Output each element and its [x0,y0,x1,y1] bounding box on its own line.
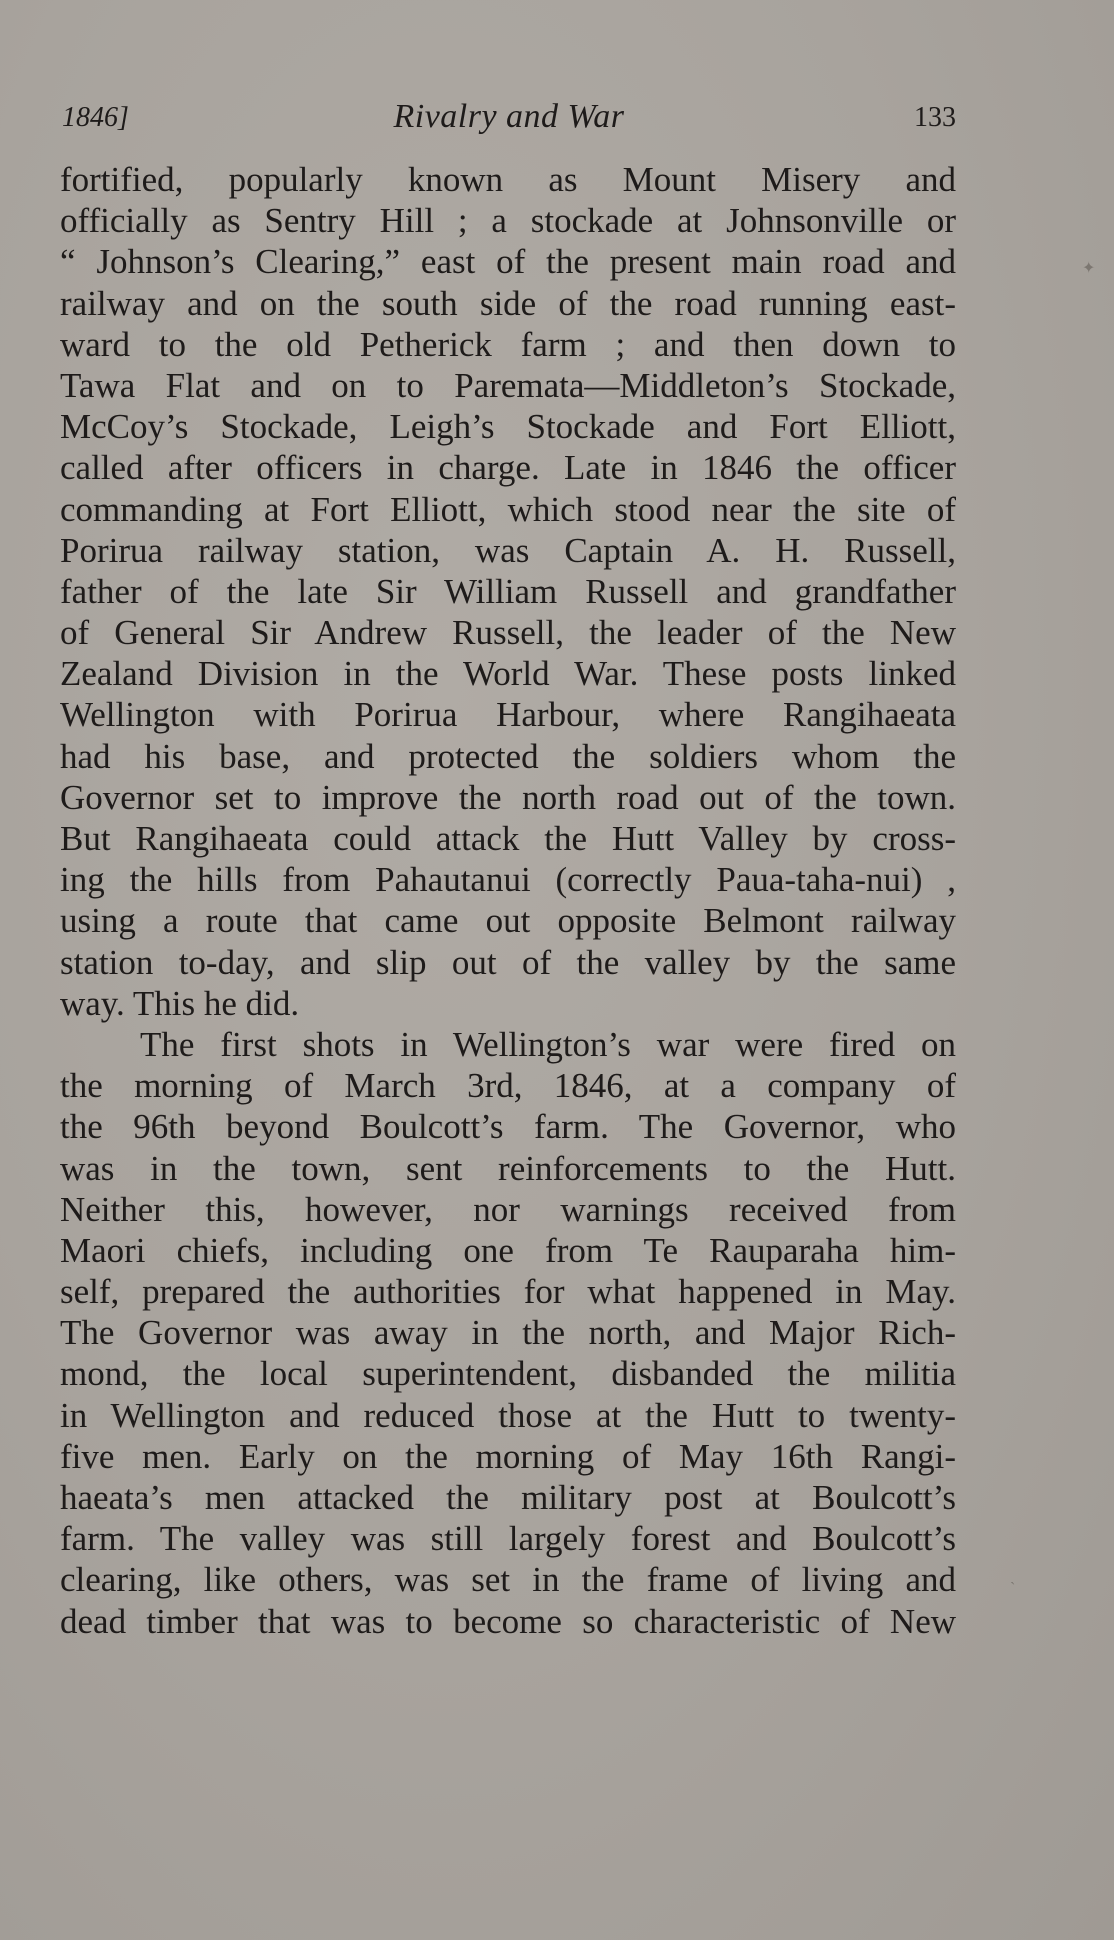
text-line-23: the morning of March 3rd, 1846, at a company of [60,1066,956,1106]
page-number: 133 [914,102,956,133]
text-line-1: fortified, popularly known as Mount Misery and [60,160,956,199]
text-line-20: station to-day, and slip out of the valley by the same [60,942,956,982]
text-line-12: of General Sir Andrew Russell, the leader of the New [60,613,956,653]
text-line-2: officially as Sentry Hill ; a stockade at Johnsonville or [60,201,956,241]
text-line-18: ing the hills from Pahautanui (correctly Paua-taha-nui) , [60,860,956,900]
text-line-3: “ Johnson’s Clearing,” east of the present main road and [60,242,956,282]
text-line-24: the 96th beyond Boulcott’s farm. The Governor, who [60,1107,956,1147]
text-line-36: dead timber that was to become so characteristic of New [60,1601,956,1641]
text-line-15: had his base, and protected the soldiers whom the [60,736,956,776]
text-line-17: But Rangihaeata could attack the Hutt Valley by cross- [60,819,956,858]
text-line-19: using a route that came out opposite Belmont railway [60,901,956,941]
text-line-7: McCoy’s Stockade, Leigh’s Stockade and Fort Elliott, [60,407,956,447]
text-line-8: called after officers in charge. Late in 1846 the officer [60,448,956,488]
text-line-34: farm. The valley was still largely forest and Boulcott’s [60,1519,956,1559]
text-line-31: in Wellington and reduced those at the Hutt to twenty- [60,1395,956,1435]
text-line-32: five men. Early on the morning of May 16th Rangi- [60,1436,956,1476]
text-line-29: The Governor was away in the north, and Major Rich- [60,1313,956,1353]
paper-speck: ✦ [1082,260,1096,277]
body-text [60,159,956,1642]
running-head [62,98,956,142]
text-line-22: The first shots in Wellington’s war were fired on [140,1024,956,1064]
text-line-6: Tawa Flat and on to Paremata—Middleton’s Stockade, [60,365,956,405]
text-line-30: mond, the local superintendent, disbanded the militia [60,1354,956,1394]
text-line-33: haeata’s men attacked the military post at Boulcott’s [60,1478,956,1517]
text-line-28: self, prepared the authorities for what happened in May. [60,1272,956,1312]
running-head-title: Rivalry and War [393,98,625,135]
text-line-35: clearing, like others, was set in the frame of living and [60,1560,956,1600]
text-line-10: Porirua railway station, was Captain A. H. Russell, [60,530,956,570]
text-line-13: Zealand Division in the World War. These posts linked [60,654,956,694]
text-line-5: ward to the old Petherick farm ; and then down to [60,324,956,364]
text-line-14: Wellington with Porirua Harbour, where Rangihaeata [60,695,956,735]
text-line-16: Governor set to improve the north road out of the town. [60,777,956,817]
running-head-year: 1846] [62,102,129,133]
text-line-11: father of the late Sir William Russell and grandfather [60,571,956,611]
text-line-25: was in the town, sent reinforcements to the Hutt. [60,1148,956,1188]
text-line-27: Maori chiefs, including one from Te Rauparaha him- [60,1230,956,1270]
text-line-26: Neither this, however, nor warnings received from [60,1189,956,1229]
text-line-4: railway and on the south side of the road running east- [60,283,956,323]
text-line-9: commanding at Fort Elliott, which stood near the site of [60,489,956,529]
paper-speck: ˏ [1010,1568,1016,1585]
text-line-21: way. This he did. [60,983,300,1023]
